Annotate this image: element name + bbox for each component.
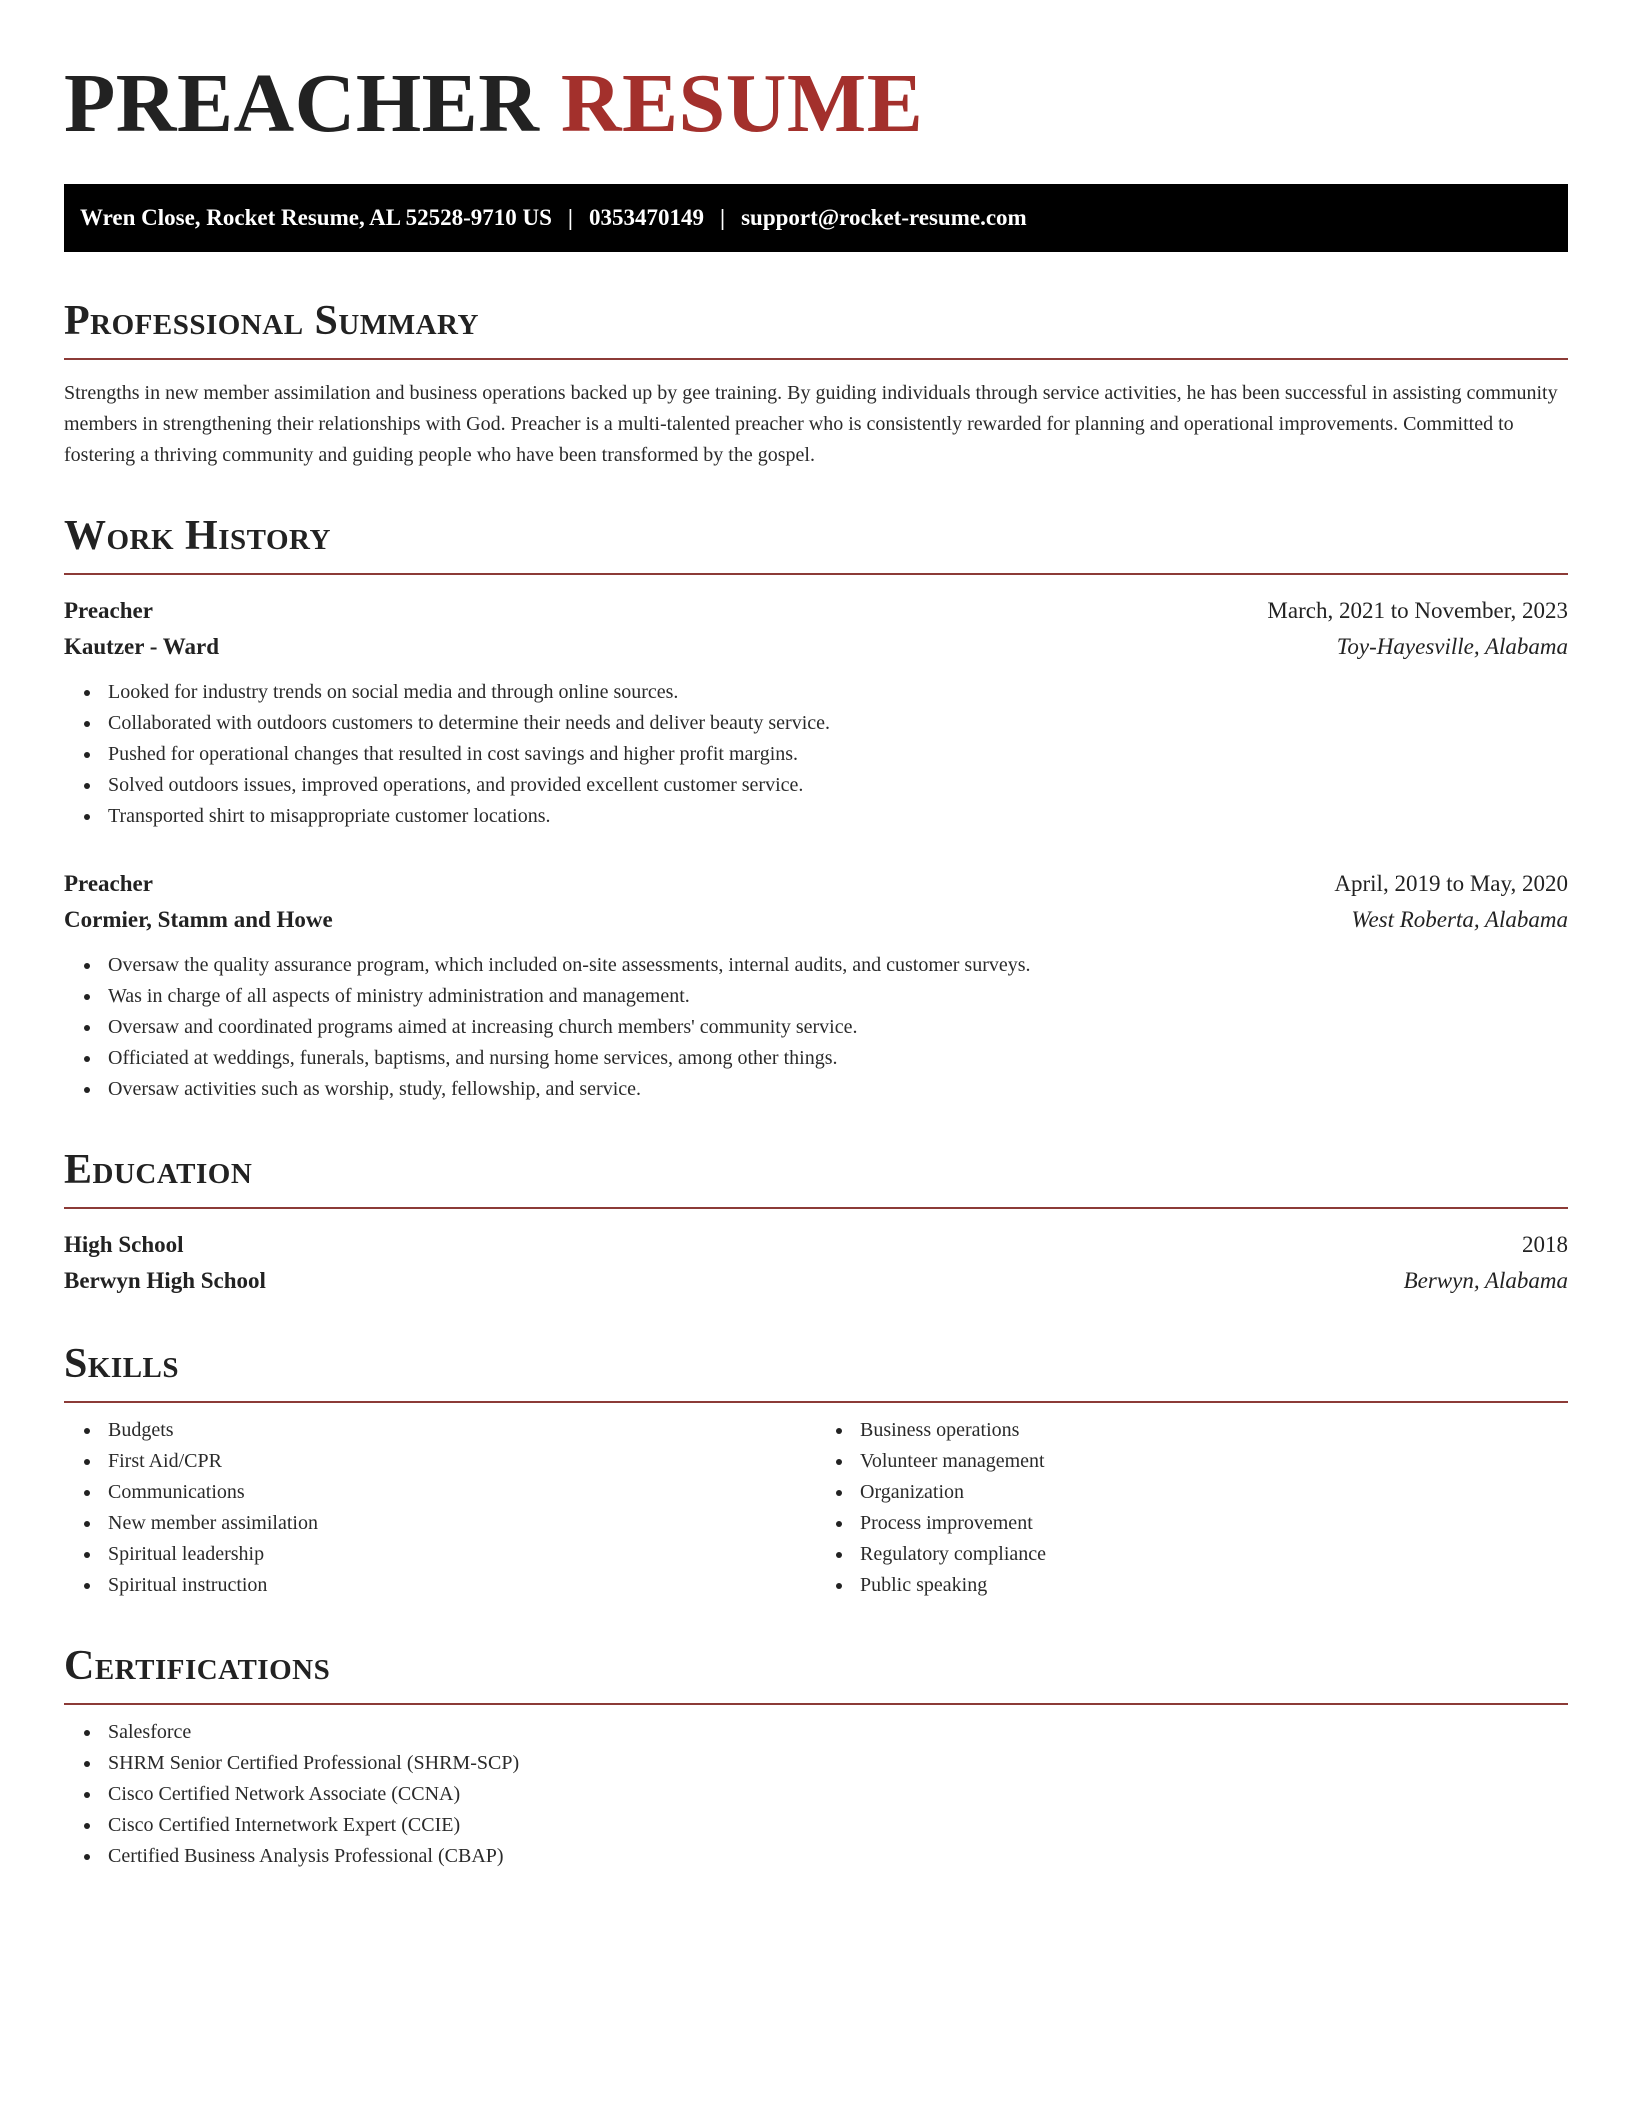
list-item: Transported shirt to misappropriate customer locations. <box>108 801 1568 832</box>
education-location: Berwyn, Alabama <box>1403 1268 1568 1293</box>
section-heading-education: Education <box>64 1147 253 1193</box>
resume-title <box>64 56 1568 152</box>
contact-separator: | <box>567 205 573 230</box>
list-item: Collaborated with outdoors customers to determine their needs and deliver beauty service. <box>108 708 1568 739</box>
certification-item: SHRM Senior Certified Professional (SHRM-SCP) <box>108 1748 1568 1779</box>
education-school: Berwyn High School <box>64 1268 266 1293</box>
list-item: Oversaw activities such as worship, study, fellowship, and service. <box>108 1074 1568 1105</box>
certifications-list <box>64 1717 1568 1872</box>
title-main: PREACHER <box>64 57 540 150</box>
section-heading-summary: Professional Summary <box>64 298 479 344</box>
skill-item: Volunteer management <box>860 1446 1568 1477</box>
education-section <box>64 1145 1568 1299</box>
section-heading-skills: Skills <box>64 1341 180 1387</box>
contact-email[interactable]: support@rocket-resume.com <box>741 205 1027 230</box>
certification-item: Cisco Certified Network Associate (CCNA) <box>108 1779 1568 1810</box>
job-title: Preacher <box>64 871 153 896</box>
section-divider <box>64 358 1568 360</box>
job-location: Toy-Hayesville, Alabama <box>1336 634 1568 659</box>
job-entry <box>64 866 1568 1105</box>
section-divider <box>64 573 1568 575</box>
education-year: 2018 <box>1522 1232 1568 1257</box>
education-degree: High School <box>64 1232 184 1257</box>
section-divider <box>64 1207 1568 1209</box>
skills-section <box>64 1339 1568 1601</box>
skill-item: Organization <box>860 1477 1568 1508</box>
list-item: Oversaw the quality assurance program, which included on-site assessments, internal audits, and customer surveys. <box>108 950 1568 981</box>
skill-item: Communications <box>108 1477 816 1508</box>
job-bullets <box>64 950 1568 1105</box>
job-company: Cormier, Stamm and Howe <box>64 907 333 932</box>
skill-item: New member assimilation <box>108 1508 816 1539</box>
job-entry <box>64 593 1568 832</box>
skills-grid <box>64 1415 1568 1601</box>
contact-phone[interactable]: 0353470149 <box>589 205 704 230</box>
section-heading-certifications: Certifications <box>64 1643 331 1689</box>
list-item: Pushed for operational changes that resulted in cost savings and higher profit margins. <box>108 739 1568 770</box>
work-history-section <box>64 511 1568 1105</box>
skill-item: First Aid/CPR <box>108 1446 816 1477</box>
job-company: Kautzer - Ward <box>64 634 220 659</box>
job-bullets <box>64 677 1568 832</box>
section-heading-work-history: Work History <box>64 513 331 559</box>
summary-text: Strengths in new member assimilation and business operations backed up by gee training. By guiding individuals through service activities, he has been successful in assisting community members in strengthening their relationships with God. Preacher is a multi-talented preacher who is consistently rewarded for planning and operational improvements. Committed to fostering a thriving community and guiding people who have been transformed by the gospel. <box>64 382 1558 466</box>
list-item: Looked for industry trends on social media and through online sources. <box>108 677 1568 708</box>
skill-item: Process improvement <box>860 1508 1568 1539</box>
contact-separator: | <box>720 205 726 230</box>
skills-column-left <box>64 1415 816 1601</box>
certification-item: Certified Business Analysis Professional (CBAP) <box>108 1841 1568 1872</box>
skill-item: Spiritual instruction <box>108 1570 816 1601</box>
contact-bar <box>64 184 1568 252</box>
job-title: Preacher <box>64 598 153 623</box>
job-location: West Roberta, Alabama <box>1351 907 1568 932</box>
title-accent: RESUME <box>560 57 924 150</box>
job-dates: April, 2019 to May, 2020 <box>1334 871 1568 896</box>
certification-item: Cisco Certified Internetwork Expert (CCIE) <box>108 1810 1568 1841</box>
list-item: Was in charge of all aspects of ministry administration and management. <box>108 981 1568 1012</box>
summary-section <box>64 296 1568 471</box>
contact-address: Wren Close, Rocket Resume, AL 52528-9710 US <box>80 205 552 230</box>
list-item: Oversaw and coordinated programs aimed at increasing church members' community service. <box>108 1012 1568 1043</box>
list-item: Officiated at weddings, funerals, baptisms, and nursing home services, among other things. <box>108 1043 1568 1074</box>
skill-item: Public speaking <box>860 1570 1568 1601</box>
certification-item: Salesforce <box>108 1717 1568 1748</box>
list-item: Solved outdoors issues, improved operations, and provided excellent customer service. <box>108 770 1568 801</box>
section-divider <box>64 1401 1568 1403</box>
certifications-section <box>64 1641 1568 1872</box>
job-dates: March, 2021 to November, 2023 <box>1267 598 1568 623</box>
skill-item: Business operations <box>860 1415 1568 1446</box>
skill-item: Spiritual leadership <box>108 1539 816 1570</box>
skills-column-right <box>816 1415 1568 1601</box>
section-divider <box>64 1703 1568 1705</box>
education-entry <box>64 1227 1568 1299</box>
skill-item: Regulatory compliance <box>860 1539 1568 1570</box>
skill-item: Budgets <box>108 1415 816 1446</box>
